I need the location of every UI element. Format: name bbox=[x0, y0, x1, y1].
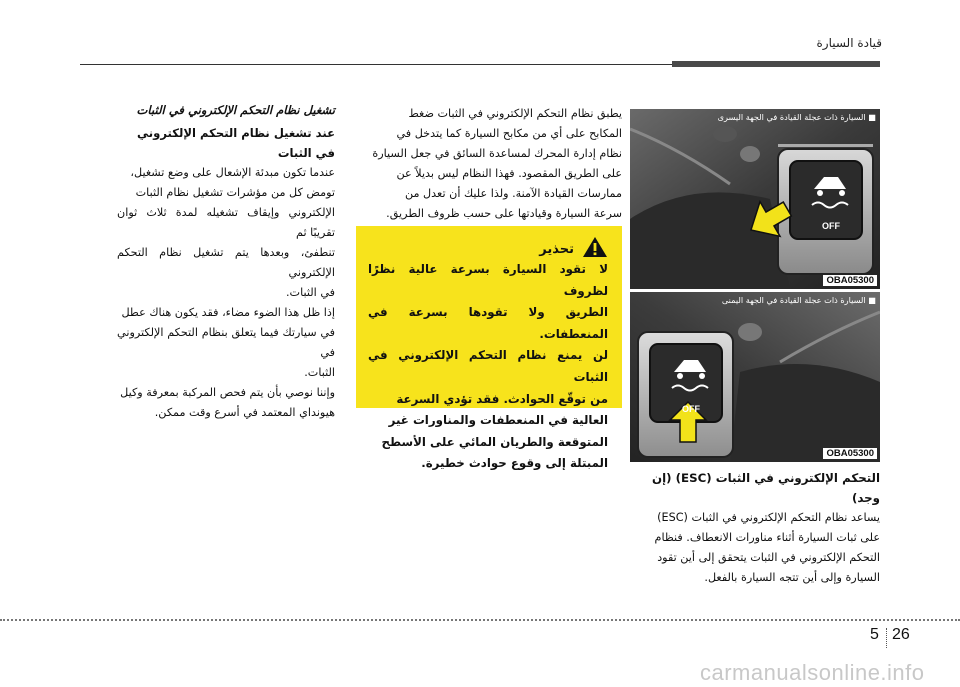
text-line: الطريق ولا تقودها بسرعة في المنعطفات. bbox=[368, 305, 608, 341]
text-line: وإننا نوصي بأن يتم فحص المركبة بمعرفة وكيل bbox=[120, 386, 335, 399]
text-line: إذا ظل هذا الضوء مضاء، فقد يكون هناك عطل bbox=[121, 306, 335, 319]
warning-text bbox=[368, 259, 608, 475]
left-column bbox=[117, 100, 335, 423]
page-number-separator bbox=[886, 628, 887, 648]
left-paragraph-3 bbox=[117, 383, 335, 423]
left-subheading: عند تشغيل نظام التحكم الإلكتروني في الثبات bbox=[137, 126, 335, 160]
photo-caption: ■ السيارة ذات عجلة القيادة في الجهة اليمنى bbox=[721, 295, 876, 305]
text-line: السيارة وإلى أين تتجه السيارة بالفعل. bbox=[704, 571, 880, 584]
left-paragraph-1 bbox=[117, 163, 335, 303]
esc-description-paragraph bbox=[356, 104, 622, 224]
text-line: سرعة السيارة وقيادتها على حسب ظروف الطريق. bbox=[386, 207, 622, 220]
esc-off-button-photo-rhd bbox=[630, 292, 880, 462]
text-line: العالية في المنعطفات والمناورات غير bbox=[388, 413, 608, 428]
text-line: نظام إدارة المحرك لمساعدة السائق في جعل السيارة bbox=[372, 147, 622, 160]
left-paragraph-2 bbox=[117, 303, 335, 383]
esc-off-button-photo-lhd bbox=[630, 109, 880, 289]
text-line: الثبات. bbox=[304, 366, 335, 379]
text-line: في الثبات. bbox=[286, 286, 335, 299]
footer-dotted-rule bbox=[0, 619, 960, 621]
dashboard-illustration bbox=[630, 292, 880, 462]
text-line: لا تقود السيارة بسرعة عالية نظرًا لظروف bbox=[368, 262, 608, 298]
text-line: المكابح على أي من مكابح السيارة كما يتدخل في bbox=[396, 127, 622, 140]
esc-paragraph bbox=[630, 508, 880, 588]
photo-caption: ■ السيارة ذات عجلة القيادة في الجهة اليسرى bbox=[717, 112, 876, 122]
text-line: من توقّع الحوادث. فقد تؤدي السرعة bbox=[396, 391, 608, 406]
text-line: تنطفئ، وبعدها يتم تشغيل نظام التحكم الإلكتروني bbox=[117, 246, 335, 279]
left-heading: تشغيل نظام التحكم الإلكتروني في الثبات bbox=[136, 103, 335, 117]
text-line: عندما تكون مبدئة الإشعال على وضع تشغيل، bbox=[130, 166, 335, 179]
text-line: ممارسات القيادة الآمنة. ولذا عليك أن تعدل من bbox=[404, 187, 622, 200]
text-line: يساعد نظام التحكم الإلكتروني في الثبات (ESC) bbox=[657, 511, 880, 524]
image-code: OBA05300 bbox=[823, 448, 877, 459]
warning-box bbox=[356, 226, 622, 471]
text-line: على ثبات السيارة أثناء مناورات الانعطاف. فنظام bbox=[654, 531, 880, 544]
text-line: تومض كل من مؤشرات تشغيل نظام الثبات bbox=[135, 186, 335, 199]
text-line: المبتلة إلى وقوع حوادث خطيرة. bbox=[421, 456, 608, 471]
text-line: في سيارتك فيما يتعلق بنظام التحكم الإلكتروني في bbox=[117, 326, 335, 359]
watermark: carmanualsonline.info bbox=[700, 660, 925, 685]
text-line: يطبق نظام التحكم الإلكتروني في الثبات ضغط bbox=[408, 107, 622, 120]
text-line: على الطريق المقصود. فهذا النظام ليس بديلاً عن bbox=[396, 167, 622, 180]
off-button-label: OFF bbox=[682, 404, 700, 414]
esc-heading: التحكم الإلكتروني في الثبات (ESC) (إن وجد) bbox=[652, 471, 880, 505]
page-number: 26 bbox=[892, 626, 910, 643]
text-line: المتوقعة والطريان المائي على الأسطح bbox=[381, 434, 608, 449]
header-bar bbox=[672, 61, 880, 67]
chapter-number: 5 bbox=[870, 626, 879, 643]
text-line: هيونداي المعتمد في أسرع وقت ممكن. bbox=[154, 406, 335, 419]
text-line: لن يمنع نظام التحكم الإلكتروني في الثبات bbox=[368, 348, 608, 384]
image-code: OBA05300 bbox=[823, 275, 877, 286]
esc-section bbox=[630, 468, 880, 588]
text-line: التحكم الإلكتروني في الثبات يتحقق إلى أين تقود bbox=[657, 551, 880, 564]
warning-title: تحذير bbox=[539, 241, 574, 257]
section-title: قيادة السيارة bbox=[816, 36, 882, 50]
dashboard-illustration bbox=[630, 109, 880, 289]
middle-column bbox=[356, 104, 622, 224]
off-button-label: OFF bbox=[822, 221, 840, 231]
text-line: الإلكتروني وإيقاف تشغيله لمدة ثلاث ثوان تقريبًا ثم bbox=[117, 206, 335, 239]
